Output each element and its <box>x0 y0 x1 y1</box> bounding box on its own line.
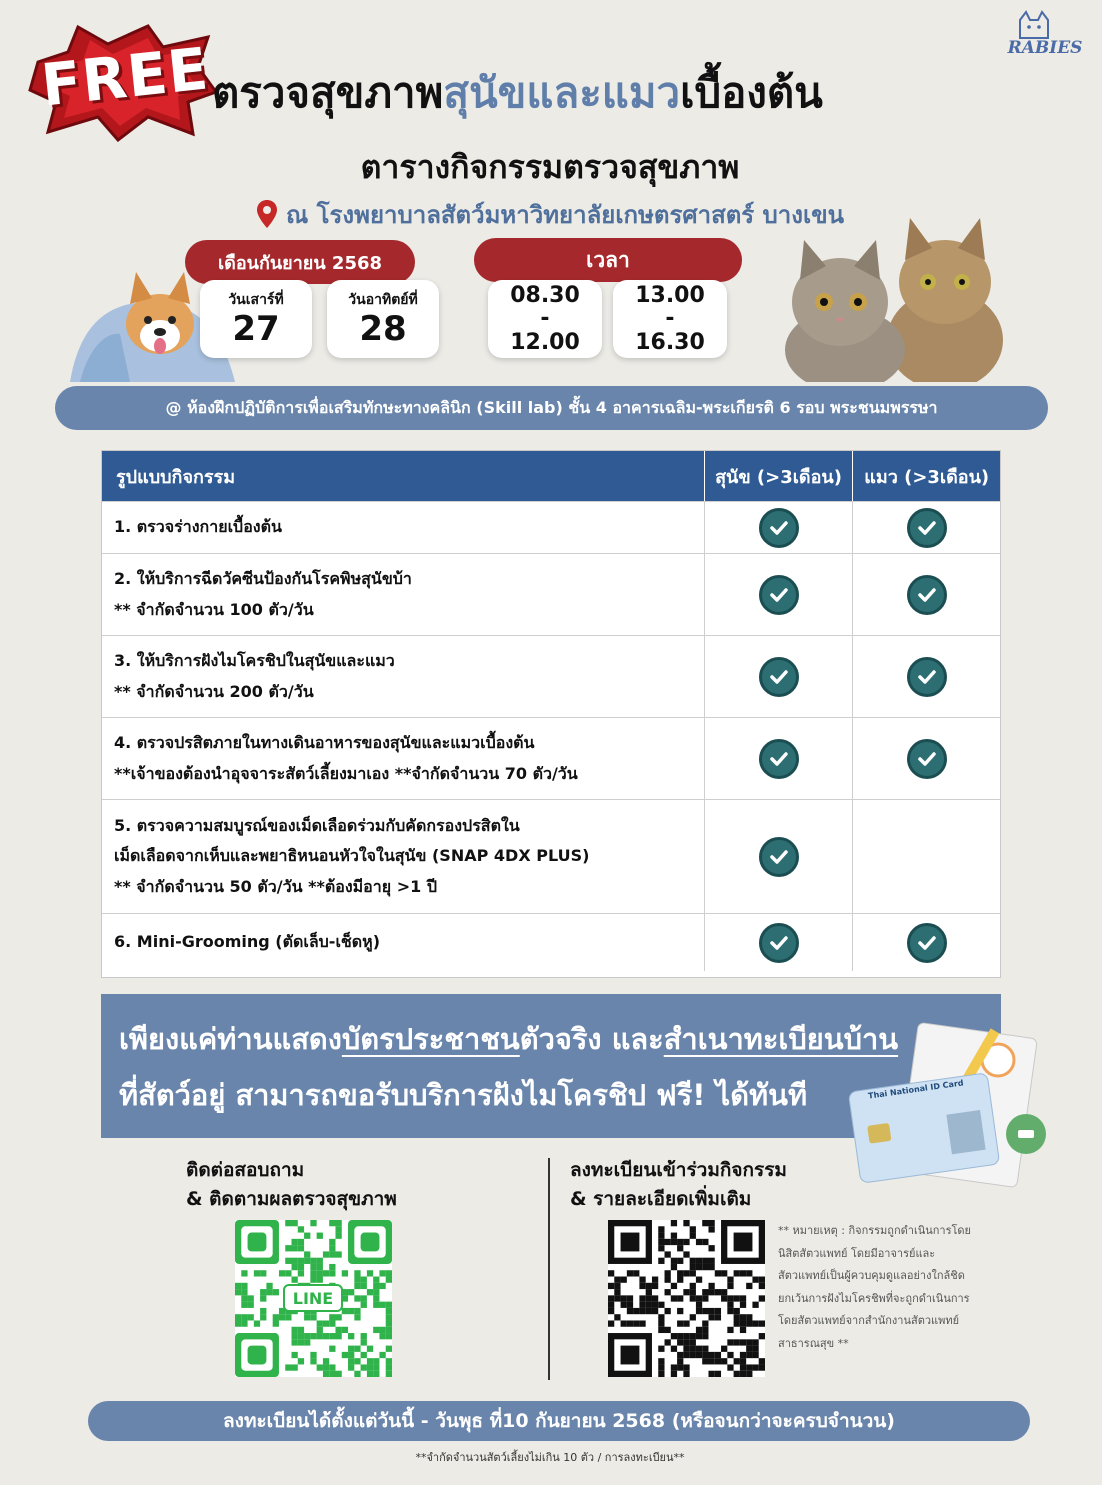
activity-cell <box>102 554 704 635</box>
day-date: 27 <box>232 309 280 350</box>
note-line: โดยสัตวแพทย์จากสำนักงานสัตวแพทย์ <box>778 1314 960 1328</box>
time-start: 08.30 <box>510 283 580 309</box>
contact-left-line1: ติดต่อสอบถาม <box>186 1159 305 1181</box>
time-end: 16.30 <box>635 329 705 355</box>
time-end: 12.00 <box>510 329 580 355</box>
table-row <box>102 553 1000 635</box>
check-icon <box>768 846 790 868</box>
cat-check-cell <box>852 718 1000 799</box>
time-pill: เวลา <box>474 238 742 282</box>
contact-left-heading <box>186 1156 397 1215</box>
contact-divider <box>548 1158 550 1380</box>
time-card-morning <box>488 280 602 358</box>
activity-table <box>101 450 1001 978</box>
activity-line: ** จำกัดจำนวน 50 ตัว/วัน **ต้องมีอายุ >1 ปี <box>114 876 437 896</box>
activity-line: ** จำกัดจำนวน 200 ตัว/วัน <box>114 681 314 701</box>
dog-check-cell <box>704 718 853 799</box>
banner-text: เพียงแค่ท่านแสดง <box>119 1022 342 1056</box>
note-line: นิสิตสัตวแพทย์ โดยมีอาจารย์และ <box>778 1246 936 1260</box>
dog-check-cell <box>704 502 853 553</box>
check-icon <box>916 932 938 954</box>
footnote: **จำกัดจำนวนสัตว์เลี้ยงไม่เกิน 10 ตัว / การลงทะเบียน** <box>415 1451 685 1464</box>
activity-line: ** จำกัดจำนวน 100 ตัว/วัน <box>114 599 314 619</box>
cat-check-cell <box>852 636 1000 717</box>
registration-deadline-bar: ลงทะเบียนได้ตั้งแต่วันนี้ - วันพุธ ที่10 กันยายน 2568 (หรือจนกว่าจะครบจำนวน) <box>88 1401 1030 1441</box>
note-line: สัตวแพทย์เป็นผู้ควบคุมดูแลอย่างใกล้ชิด <box>778 1269 965 1283</box>
cat-check-cell <box>852 554 1000 635</box>
activity-line: 4. ตรวจปรสิตภายในทางเดินอาหารของสุนัขและแมวเบื้องต้น <box>114 733 535 753</box>
check-icon <box>768 932 790 954</box>
title-part1: ตรวจสุขภาพ <box>212 68 444 117</box>
main-title <box>212 60 1032 120</box>
check-circle-icon <box>759 739 799 779</box>
check-icon <box>768 584 790 606</box>
note-line: สาธารณสุข ** <box>778 1336 849 1350</box>
note-line: ** หมายเหตุ : กิจกรรมถูกดำเนินการโดย <box>778 1224 971 1237</box>
cat-logo-icon <box>1014 10 1054 40</box>
location-text: ณ โรงพยาบาลสัตว์มหาวิทยาลัยเกษตรศาสตร์ บางเขน <box>286 200 844 229</box>
registration-qr-graphic <box>608 1220 765 1377</box>
date-card-sunday <box>327 280 439 358</box>
remark-note <box>778 1220 1004 1370</box>
dog-check-cell <box>704 554 853 635</box>
time-sep: - <box>540 306 550 332</box>
contact-right-line1: ลงทะเบียนเข้าร่วมกิจกรรม <box>570 1159 787 1181</box>
table-row <box>102 913 1000 971</box>
dog-check-cell <box>704 800 853 913</box>
free-label: FREE <box>38 34 212 120</box>
cat-check-cell <box>852 800 1000 913</box>
dog-check-cell <box>704 636 853 717</box>
line-logo-label: LINE <box>283 1284 343 1312</box>
check-icon <box>768 517 790 539</box>
activity-cell <box>102 636 704 717</box>
check-icon <box>916 517 938 539</box>
table-row <box>102 799 1000 913</box>
check-circle-icon <box>759 657 799 697</box>
note-line: ยกเว้นการฝังไมโครชิพที่จะถูกดำเนินการ <box>778 1291 970 1305</box>
check-circle-icon <box>907 575 947 615</box>
id-card-title: Thai National ID Card <box>867 1078 965 1101</box>
banner-underlined-house: สำเนาทะเบียนบ้าน <box>663 1022 899 1056</box>
table-row <box>102 635 1000 717</box>
activity-line: 3. ให้บริการฝังไมโครชิปในสุนัขและแมว <box>114 651 395 671</box>
contact-left-line2: & ติดตามผลตรวจสุขภาพ <box>186 1188 397 1211</box>
activity-line: 2. ให้บริการฉีดวัคซีนป้องกันโรคพิษสุนัขบ้า <box>114 569 412 589</box>
rabies-logo <box>1000 8 1090 64</box>
banner-text: ตัวจริง และ <box>519 1022 664 1056</box>
check-circle-icon <box>907 657 947 697</box>
location-pin-icon <box>256 199 278 229</box>
table-row <box>102 717 1000 799</box>
logo-text: RABIES <box>1007 38 1083 58</box>
activity-line: **เจ้าของต้องนำอุจจาระสัตว์เลี้ยงมาเอง **จำกัดจำนวน 70 ตัว/วัน <box>114 763 578 783</box>
check-icon <box>916 666 938 688</box>
id-card-illustration <box>848 1022 1048 1198</box>
cat-check-cell <box>852 502 1000 553</box>
registration-qr-code[interactable] <box>608 1220 765 1377</box>
check-icon <box>768 748 790 770</box>
activity-cell <box>102 800 704 913</box>
day-date: 28 <box>359 309 407 350</box>
banner-line2: ที่สัตว์อยู่ สามารถขอรับบริการฝังไมโครชิป ฟรี! ได้ทันที <box>119 1078 808 1112</box>
table-row <box>102 501 1000 553</box>
header-activity: รูปแบบกิจกรรม <box>116 466 236 488</box>
subtitle: ตารางกิจกรรมตรวจสุขภาพ <box>360 148 740 186</box>
table-body <box>102 501 1000 971</box>
check-circle-icon <box>759 837 799 877</box>
check-icon <box>916 584 938 606</box>
date-card-saturday <box>200 280 312 358</box>
header-dog: สุนัข (>3เดือน) <box>704 451 853 501</box>
time-start: 13.00 <box>635 283 705 309</box>
header-cat: แมว (>3เดือน) <box>852 451 1000 501</box>
month-pill: เดือนกันยายน 2568 <box>185 240 415 284</box>
contact-right-line2: & รายละเอียดเพิ่มเติม <box>570 1188 752 1211</box>
check-icon <box>916 748 938 770</box>
time-sep: - <box>665 306 675 332</box>
check-circle-icon <box>759 923 799 963</box>
check-circle-icon <box>907 923 947 963</box>
cats-photo <box>760 210 1010 382</box>
time-card-afternoon <box>613 280 727 358</box>
banner-line1 <box>119 1016 898 1062</box>
activity-cell <box>102 502 704 553</box>
check-icon <box>768 666 790 688</box>
check-circle-icon <box>907 508 947 548</box>
activity-cell <box>102 914 704 971</box>
activity-cell <box>102 718 704 799</box>
room-info-bar: @ ห้องฝึกปฏิบัติการเพื่อเสริมทักษะทางคลินิก (Skill lab) ชั้น 4 อาคารเฉลิม-พระเกียรติ 6 รอบ พระชนมพรรษา <box>55 386 1048 430</box>
check-circle-icon <box>907 739 947 779</box>
banner-underlined-id: บัตรประชาชน <box>341 1022 520 1056</box>
activity-line: 1. ตรวจร่างกายเบื้องต้น <box>114 517 282 537</box>
table-header <box>102 451 1000 501</box>
check-circle-icon <box>759 575 799 615</box>
title-part3: เบื้องต้น <box>680 68 823 117</box>
activity-line: 6. Mini-Grooming (ตัดเล็บ-เช็ดหู) <box>114 932 381 952</box>
activity-line: เม็ดเลือดจากเห็บและพยาธิหนอนหัวใจในสุนัข (SNAP 4DX PLUS) <box>114 846 590 866</box>
check-circle-icon <box>759 508 799 548</box>
cat-check-cell <box>852 914 1000 971</box>
day-label: วันเสาร์ที่ <box>228 292 284 309</box>
contact-right-heading <box>570 1156 787 1215</box>
line-qr-code[interactable] <box>235 1220 392 1377</box>
dog-check-cell <box>704 914 853 971</box>
title-part2: สุนัขและแมว <box>443 68 681 117</box>
day-label: วันอาทิตย์ที่ <box>348 292 418 309</box>
activity-line: 5. ตรวจความสมบูรณ์ของเม็ดเลือดร่วมกับคัดกรองปรสิตใน <box>114 815 520 835</box>
